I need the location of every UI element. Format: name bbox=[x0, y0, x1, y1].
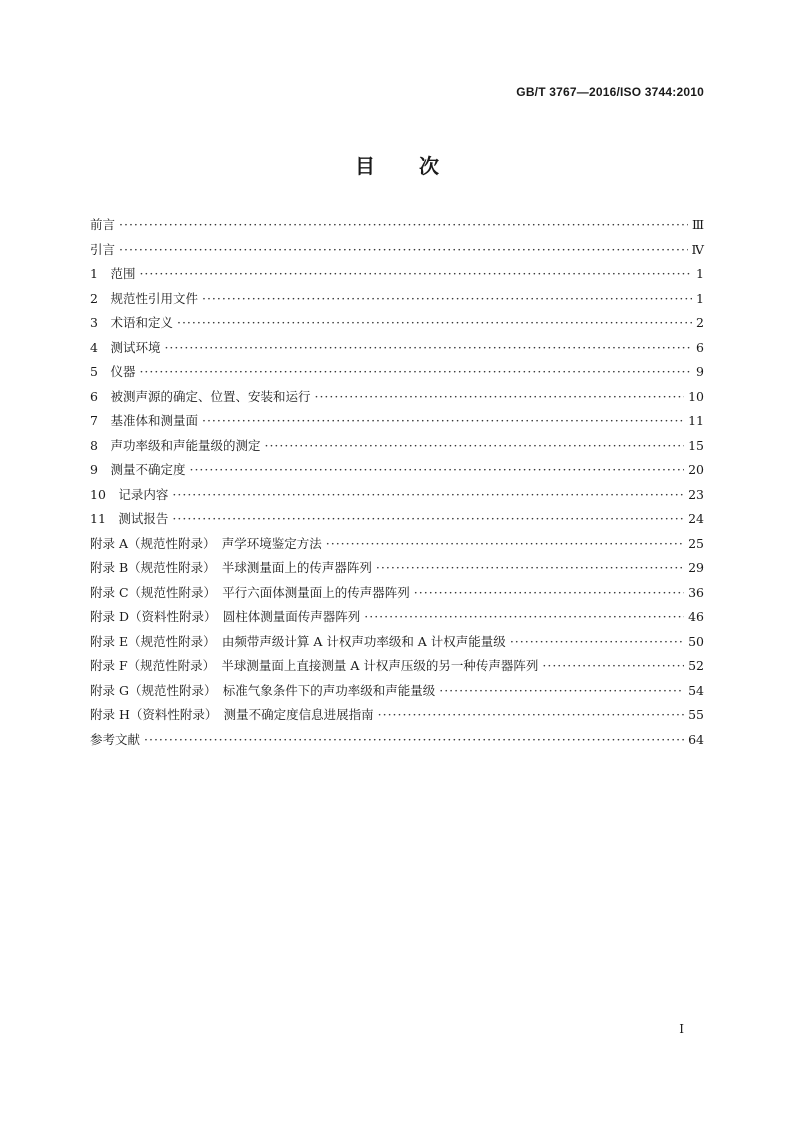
toc-entry-label: 附录 H（资料性附录） 测量不确定度信息进展指南 bbox=[90, 707, 374, 722]
toc-entry-label: 11 测试报告 bbox=[90, 511, 169, 526]
toc-entry-page: 36 bbox=[688, 584, 704, 600]
toc-entry-label: 附录 F（规范性附录） 半球测量面上直接测量 A 计权声压级的另一种传声器阵列 bbox=[90, 658, 539, 673]
toc-entry[interactable] bbox=[90, 607, 704, 632]
toc-entry-page: 10 bbox=[688, 388, 704, 404]
toc-dot-leader bbox=[439, 683, 684, 698]
toc-entry[interactable] bbox=[90, 583, 704, 608]
toc-entry-page: 11 bbox=[688, 413, 704, 428]
toc-title bbox=[0, 150, 794, 179]
toc-entry-label: 附录 C（规范性附录） 平行六面体测量面上的传声器阵列 bbox=[90, 584, 410, 600]
toc-dot-leader bbox=[202, 291, 692, 306]
toc-entry-label: 前言 bbox=[90, 217, 116, 232]
toc-entry-page: 24 bbox=[688, 511, 704, 526]
toc-entry-label: 10 记录内容 bbox=[90, 486, 169, 502]
toc-entry[interactable] bbox=[90, 460, 704, 485]
toc-dot-leader bbox=[144, 732, 684, 747]
toc-entry-label: 3 术语和定义 bbox=[90, 315, 173, 330]
toc-dot-leader bbox=[139, 364, 692, 379]
toc-dot-leader bbox=[378, 707, 684, 722]
toc-entry[interactable] bbox=[90, 681, 704, 706]
table-of-contents bbox=[90, 215, 704, 754]
toc-entry-label: 附录 A（规范性附录） 声学环境鉴定方法 bbox=[90, 535, 322, 551]
toc-dot-leader bbox=[376, 560, 684, 575]
toc-entry[interactable] bbox=[90, 632, 704, 657]
toc-entry-label: 2 规范性引用文件 bbox=[90, 290, 198, 306]
page-number: I bbox=[679, 1022, 684, 1036]
toc-entry-page: 64 bbox=[688, 731, 704, 747]
toc-entry-label: 5 仪器 bbox=[90, 364, 136, 379]
toc-entry[interactable] bbox=[90, 485, 704, 510]
toc-title-char-1: 目 bbox=[355, 154, 375, 178]
toc-dot-leader bbox=[510, 634, 684, 649]
toc-title-char-2: 次 bbox=[419, 154, 439, 178]
toc-entry-page: Ⅲ bbox=[691, 217, 704, 232]
toc-entry-label: 引言 bbox=[90, 241, 116, 257]
toc-entry-page: 9 bbox=[696, 364, 704, 379]
toc-entry[interactable] bbox=[90, 705, 704, 730]
toc-dot-leader bbox=[264, 438, 684, 453]
toc-entry[interactable] bbox=[90, 558, 704, 583]
toc-dot-leader bbox=[326, 536, 684, 551]
toc-dot-leader bbox=[414, 585, 684, 600]
toc-dot-leader bbox=[119, 242, 687, 257]
toc-entry[interactable] bbox=[90, 313, 704, 338]
toc-entry[interactable] bbox=[90, 338, 704, 363]
toc-entry[interactable] bbox=[90, 387, 704, 412]
toc-entry-label: 参考文献 bbox=[90, 731, 141, 747]
toc-dot-leader bbox=[119, 217, 688, 232]
toc-entry[interactable] bbox=[90, 436, 704, 461]
toc-entry[interactable] bbox=[90, 411, 704, 436]
standard-code: GB/T 3767—2016/ISO 3744:2010 bbox=[516, 85, 704, 99]
toc-dot-leader bbox=[177, 315, 692, 330]
toc-entry[interactable] bbox=[90, 362, 704, 387]
toc-dot-leader bbox=[139, 266, 692, 281]
toc-entry-page: Ⅳ bbox=[691, 241, 704, 257]
toc-entry-page: 2 bbox=[696, 315, 704, 330]
toc-entry-label: 附录 E（规范性附录） 由频带声级计算 A 计权声功率级和 A 计权声能量级 bbox=[90, 633, 506, 649]
toc-entry-label: 4 测试环境 bbox=[90, 339, 161, 355]
toc-entry-label: 8 声功率级和声能量级的测定 bbox=[90, 437, 261, 453]
toc-entry-page: 55 bbox=[688, 707, 704, 722]
toc-dot-leader bbox=[189, 462, 684, 477]
toc-entry-page: 54 bbox=[688, 682, 704, 698]
toc-entry-page: 23 bbox=[688, 486, 704, 502]
toc-entry-page: 46 bbox=[688, 609, 704, 624]
toc-entry-label: 6 被测声源的确定、位置、安装和运行 bbox=[90, 388, 311, 404]
toc-entry[interactable] bbox=[90, 730, 704, 755]
toc-entry-page: 29 bbox=[688, 560, 704, 575]
toc-entry-label: 附录 B（规范性附录） 半球测量面上的传声器阵列 bbox=[90, 560, 372, 575]
toc-entry-page: 1 bbox=[696, 266, 704, 281]
toc-dot-leader bbox=[202, 413, 684, 428]
toc-entry[interactable] bbox=[90, 509, 704, 534]
toc-entry-page: 1 bbox=[696, 290, 704, 306]
toc-entry[interactable] bbox=[90, 289, 704, 314]
toc-dot-leader bbox=[542, 658, 684, 673]
toc-entry-page: 25 bbox=[688, 535, 704, 551]
toc-entry-label: 9 测量不确定度 bbox=[90, 462, 186, 477]
toc-entry-label: 附录 D（资料性附录） 圆柱体测量面传声器阵列 bbox=[90, 609, 361, 624]
toc-entry-label: 1 范围 bbox=[90, 266, 136, 281]
toc-entry-label: 附录 G（规范性附录） 标准气象条件下的声功率级和声能量级 bbox=[90, 682, 436, 698]
toc-dot-leader bbox=[172, 511, 684, 526]
toc-dot-leader bbox=[364, 609, 684, 624]
toc-entry-page: 52 bbox=[688, 658, 704, 673]
toc-dot-leader bbox=[314, 389, 684, 404]
toc-entry[interactable] bbox=[90, 656, 704, 681]
toc-entry[interactable] bbox=[90, 240, 704, 265]
toc-entry-page: 20 bbox=[688, 462, 704, 477]
toc-entry-page: 50 bbox=[688, 633, 704, 649]
toc-entry-label: 7 基准体和测量面 bbox=[90, 413, 198, 428]
toc-entry-page: 6 bbox=[696, 339, 704, 355]
toc-dot-leader bbox=[164, 340, 692, 355]
toc-entry[interactable] bbox=[90, 264, 704, 289]
toc-entry-page: 15 bbox=[688, 437, 704, 453]
toc-entry[interactable] bbox=[90, 534, 704, 559]
toc-entry[interactable] bbox=[90, 215, 704, 240]
toc-dot-leader bbox=[172, 487, 684, 502]
